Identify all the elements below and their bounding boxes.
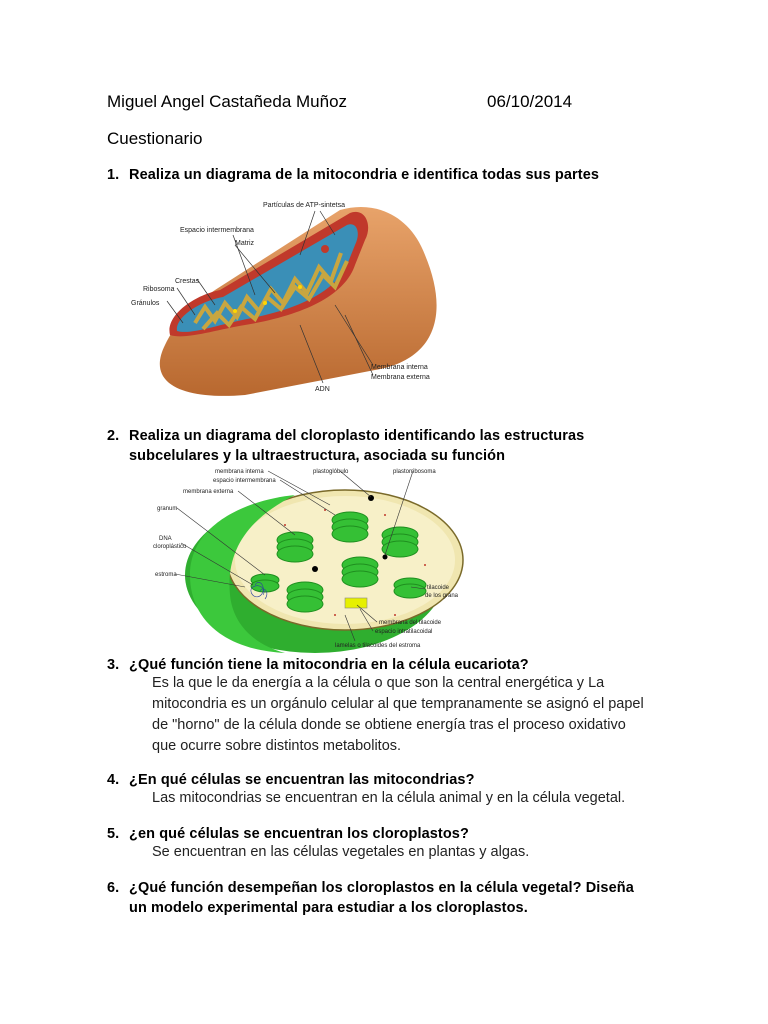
label-grana-thylakoid: tilacoide — [427, 585, 450, 591]
label-atp-particles: Partículas de ATP-sintetsa — [263, 202, 345, 209]
label-granum: granum — [157, 506, 178, 512]
question-text: ¿En qué células se encuentran las mitocondrias? — [129, 772, 475, 788]
page-title: Cuestionario — [107, 129, 203, 148]
mitochondria-diagram — [125, 195, 455, 405]
question-text: Realiza un diagrama de la mitocondria e identifica todas sus partes — [129, 167, 600, 183]
label-intermembrane-space: Espacio intermembrana — [180, 227, 254, 234]
document-date: 06/10/2014 — [487, 92, 573, 111]
question-text: ¿en qué células se encuentran los cloroplastos? — [129, 826, 469, 842]
question-5 — [107, 824, 649, 844]
question-2 — [107, 426, 649, 466]
question-text: ¿Qué función desempeñan los cloroplastos en la célula vegetal? Diseña un modelo experimental para estudiar a los cloroplastos. — [129, 880, 634, 916]
label-plastoribosome: plastorribosoma — [393, 469, 436, 475]
question-number: 5. — [107, 826, 120, 842]
label-outer-membrane: Membrana externa — [371, 374, 430, 381]
author-name: Miguel Angel Castañeda Muñoz — [107, 92, 348, 111]
question-3 — [107, 655, 649, 675]
label-ribosome: Ribosoma — [143, 286, 175, 293]
question-number: 3. — [107, 657, 120, 673]
question-number: 2. — [107, 428, 120, 444]
question-number: 6. — [107, 880, 120, 896]
label-intrathylakoid-space: espacio intratilacoidal — [375, 629, 433, 635]
label-outer-membrane: membrana externa — [183, 489, 234, 495]
question-number: 1. — [107, 167, 120, 183]
question-6 — [107, 878, 649, 918]
label-matrix: Matriz — [235, 240, 255, 247]
label-dna: ADN — [315, 386, 330, 393]
question-text: ¿Qué función tiene la mitocondria en la célula eucariota? — [129, 657, 529, 673]
label-inner-membrane: membrana interna — [215, 469, 264, 475]
label-thylakoid-membrane: membrana del tilacoide — [379, 620, 442, 626]
question-4 — [107, 770, 649, 790]
question-text: Realiza un diagrama del cloroplasto identificando las estructuras subcelulares y la ultraestructura, asociada su función — [129, 428, 585, 464]
label-intermembrane-space: espacio intermembrana — [213, 478, 276, 484]
label-granules: Gránulos — [131, 300, 160, 307]
label-dna-chloroplastic: cloroplástico — [153, 544, 187, 550]
question-1 — [107, 165, 649, 185]
question-number: 4. — [107, 772, 120, 788]
answer-4: Las mitocondrias se encuentran en la célula animal y en la célula vegetal. — [152, 790, 626, 806]
label-inner-membrane: Membrana interna — [371, 364, 428, 371]
label-cristae: Crestas — [175, 278, 200, 285]
label-grana-thylakoid-2: de los grana — [425, 593, 459, 599]
label-stroma-lamellae: lamelas o tilacoides del estroma — [335, 643, 421, 649]
answer-3: Es la que le da energía a la célula o que son la central energética y La mitocondria es un orgánulo celular al que tempranamente se asignó el papel de "horno" de la célula donde se obtiene energía tras el proceso oxidativo que ocurre sobre distintos metabolitos. — [152, 675, 644, 754]
label-stroma: estroma — [155, 572, 177, 578]
chloroplast-diagram — [145, 465, 485, 655]
answer-5: Se encuentran en las células vegetales en plantas y algas. — [152, 844, 530, 860]
label-dna: DNA — [159, 536, 172, 542]
label-plastoglobule: plastoglóbulo — [313, 469, 349, 475]
